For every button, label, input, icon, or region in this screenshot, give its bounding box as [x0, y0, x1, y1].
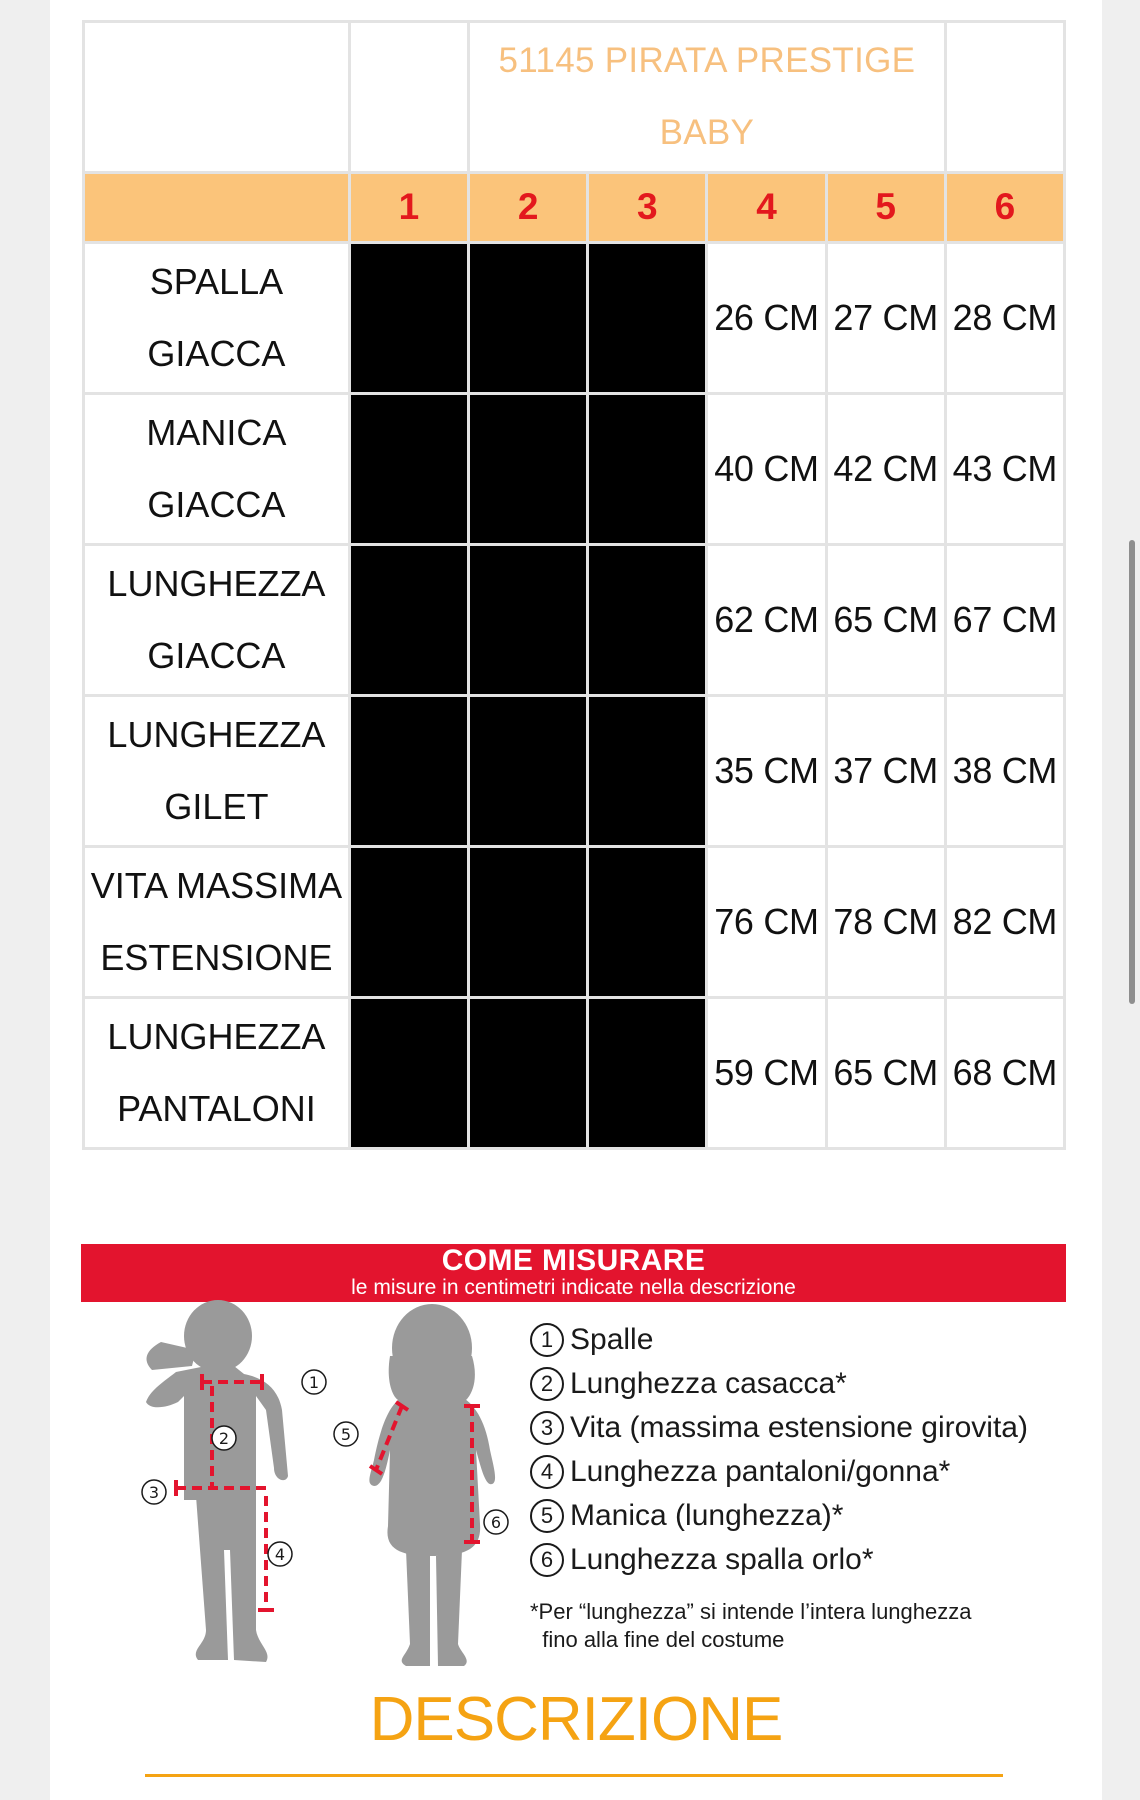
product-title-line2: BABY — [659, 113, 755, 152]
title-row — [84, 22, 1065, 173]
size-number: 2 — [469, 173, 588, 243]
masked-cell — [588, 393, 707, 544]
masked-cell — [349, 846, 468, 997]
row-label-line1: SPALLA — [149, 260, 284, 302]
circled-number-icon: 1 — [530, 1323, 564, 1357]
size-value: 76 CM — [707, 846, 826, 997]
size-value: 82 CM — [945, 846, 1064, 997]
size-header-blank — [84, 173, 350, 243]
masked-cell — [588, 846, 707, 997]
size-value: 38 CM — [945, 695, 1064, 846]
size-chart-table — [82, 20, 1066, 1150]
masked-cell — [469, 393, 588, 544]
marker-5-text: 5 — [340, 1425, 352, 1444]
size-number: 4 — [707, 173, 826, 243]
masked-cell — [349, 393, 468, 544]
size-value: 62 CM — [707, 544, 826, 695]
how-to-measure-subtitle: le misure in centimetri indicate nella descrizione — [351, 1276, 796, 1299]
measure-legend — [530, 1318, 1130, 1654]
row-label — [84, 242, 350, 393]
row-label-line2: PANTALONI — [117, 1087, 316, 1129]
child-back-figure-icon — [326, 1300, 516, 1680]
size-value: 78 CM — [826, 846, 945, 997]
row-label-line2: GIACCA — [147, 634, 286, 676]
legend-item — [530, 1494, 1130, 1538]
size-number: 3 — [588, 173, 707, 243]
row-label — [84, 544, 350, 695]
masked-cell — [349, 997, 468, 1148]
length-note-line2: fino alla fine del costume — [542, 1627, 785, 1652]
size-value: 40 CM — [707, 393, 826, 544]
size-number: 6 — [945, 173, 1064, 243]
circled-number-icon: 5 — [530, 1499, 564, 1533]
row-label — [84, 695, 350, 846]
masked-cell — [349, 544, 468, 695]
product-title-line1: 51145 PIRATA PRESTIGE — [498, 41, 916, 80]
masked-cell — [469, 695, 588, 846]
row-label — [84, 846, 350, 997]
size-value: 27 CM — [826, 242, 945, 393]
legend-text: Vita (massima estensione girovita) — [570, 1411, 1028, 1444]
empty-header-cell — [349, 22, 468, 173]
legend-text: Manica (lunghezza)* — [570, 1499, 844, 1532]
circled-number-icon: 3 — [530, 1411, 564, 1445]
row-label-line1: MANICA — [146, 411, 287, 453]
table-row — [84, 846, 1065, 997]
size-value: 68 CM — [945, 997, 1064, 1148]
size-value: 65 CM — [826, 997, 945, 1148]
legend-item — [530, 1538, 1130, 1582]
circled-number-icon: 4 — [530, 1455, 564, 1489]
circled-number-icon: 2 — [530, 1367, 564, 1401]
masked-cell — [349, 242, 468, 393]
marker-6-text: 6 — [490, 1513, 502, 1532]
legend-item — [530, 1318, 1130, 1362]
masked-cell — [469, 846, 588, 997]
masked-cell — [588, 242, 707, 393]
masked-cell — [588, 695, 707, 846]
row-label — [84, 997, 350, 1148]
empty-header-cell — [945, 22, 1064, 173]
how-to-measure-title: COME MISURARE — [441, 1244, 706, 1277]
masked-cell — [469, 544, 588, 695]
size-number: 5 — [826, 173, 945, 243]
table-row — [84, 997, 1065, 1148]
row-label-line1: LUNGHEZZA — [107, 713, 326, 755]
size-value: 26 CM — [707, 242, 826, 393]
row-label-line1: VITA MASSIMA — [90, 864, 343, 906]
legend-item — [530, 1406, 1130, 1450]
marker-1-text: 1 — [308, 1373, 320, 1392]
masked-cell — [349, 695, 468, 846]
length-note-line1: *Per “lunghezza” si intende l’intera lunghezza — [530, 1599, 972, 1624]
size-value: 42 CM — [826, 393, 945, 544]
masked-cell — [469, 997, 588, 1148]
table-row — [84, 695, 1065, 846]
scrollbar[interactable] — [1129, 540, 1135, 1004]
child-front-figure-icon — [106, 1300, 356, 1680]
masked-cell — [588, 997, 707, 1148]
size-number: 1 — [349, 173, 468, 243]
row-label — [84, 393, 350, 544]
row-label-line2: ESTENSIONE — [100, 936, 333, 978]
row-label-line2: GIACCA — [147, 483, 286, 525]
size-value: 67 CM — [945, 544, 1064, 695]
size-value: 43 CM — [945, 393, 1064, 544]
description-heading: DESCRIZIONE — [369, 1685, 783, 1754]
legend-text: Lunghezza casacca* — [570, 1367, 847, 1400]
size-value: 37 CM — [826, 695, 945, 846]
table-row — [84, 393, 1065, 544]
legend-text: Lunghezza pantaloni/gonna* — [570, 1455, 951, 1488]
legend-item — [530, 1450, 1130, 1494]
row-label-line1: LUNGHEZZA — [107, 562, 326, 604]
table-row — [84, 544, 1065, 695]
description-divider — [145, 1774, 1003, 1777]
row-label-line1: LUNGHEZZA — [107, 1015, 326, 1057]
size-value: 35 CM — [707, 695, 826, 846]
legend-text: Spalle — [570, 1323, 654, 1356]
how-to-measure-banner — [81, 1244, 1066, 1302]
legend-item — [530, 1362, 1130, 1406]
length-note — [530, 1598, 1130, 1654]
marker-2-text: 2 — [218, 1429, 230, 1448]
marker-4-text: 4 — [274, 1545, 286, 1564]
product-title — [469, 22, 946, 173]
row-label-line2: GIACCA — [147, 332, 286, 374]
circled-number-icon: 6 — [530, 1543, 564, 1577]
marker-3-text: 3 — [148, 1483, 160, 1502]
product-page — [50, 0, 1102, 1800]
masked-cell — [588, 544, 707, 695]
size-header-row — [84, 173, 1065, 243]
size-value: 59 CM — [707, 997, 826, 1148]
table-row — [84, 242, 1065, 393]
row-label-line2: GILET — [164, 785, 269, 827]
size-value: 28 CM — [945, 242, 1064, 393]
legend-text: Lunghezza spalla orlo* — [570, 1543, 874, 1576]
size-value: 65 CM — [826, 544, 945, 695]
masked-cell — [469, 242, 588, 393]
empty-header-cell — [84, 22, 350, 173]
